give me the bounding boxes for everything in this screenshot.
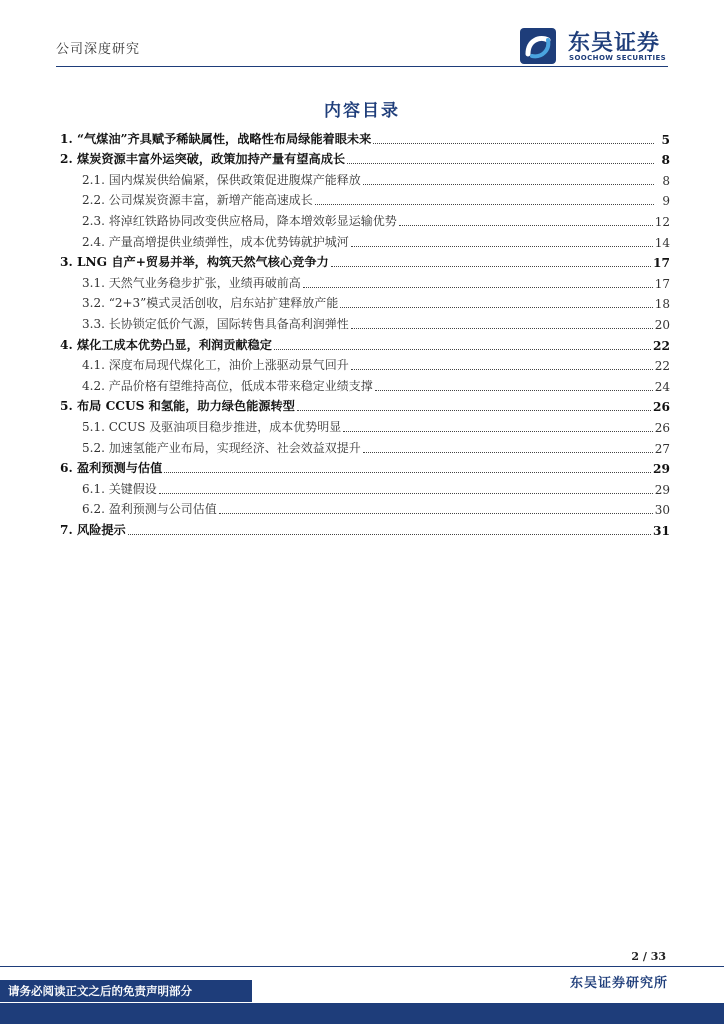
toc-entry-title: 2.2. 公司煤炭资源丰富，新增产能高速成长: [82, 193, 313, 208]
page-number: 2 / 33: [631, 950, 666, 963]
toc-leader-dots: [351, 327, 653, 329]
toc-section-link[interactable]: [60, 332, 670, 353]
toc-entry-title: 1. “气煤油”齐具赋予稀缺属性，战略性布局绿能着眼未来: [60, 131, 372, 146]
toc-entry-title: 6. 盈利预测与估值: [60, 461, 163, 476]
header-divider: [56, 66, 668, 67]
toc-entry-page: 30: [654, 503, 670, 518]
toc-leader-dots: [363, 451, 653, 453]
toc-leader-dots: [331, 265, 651, 267]
toc-subsection-link[interactable]: [60, 373, 670, 394]
toc-entry-page: 22: [654, 359, 670, 374]
toc-entry-title: 5. 布局 CCUS 和氢能，助力绿色能源转型: [60, 399, 295, 414]
toc-entry-title: 5.1. CCUS 及驱油项目稳步推进，成本优势明显: [82, 419, 342, 434]
toc-entry-page: 24: [654, 379, 670, 394]
toc-entry-page: 31: [653, 523, 670, 538]
toc-subsection-link[interactable]: [60, 208, 670, 229]
toc-leader-dots: [297, 409, 651, 411]
toc-entry-title: 4. 煤化工成本优势凸显，利润贡献稳定: [60, 337, 272, 352]
toc-subsection-link[interactable]: [60, 476, 670, 497]
toc-leader-dots: [351, 368, 653, 370]
toc-entry-page: 29: [654, 482, 670, 497]
toc-subsection-link[interactable]: [60, 311, 670, 332]
company-logo: [520, 26, 680, 66]
toc-title: 内容目录: [324, 101, 400, 121]
disclaimer-banner: [0, 980, 252, 1002]
toc-leader-dots: [219, 512, 653, 514]
toc-entry-title: 2.1. 国内煤炭供给偏紧，保供政策促进腹煤产能释放: [82, 172, 361, 187]
soochow-logo-icon: [520, 26, 564, 66]
toc-leader-dots: [303, 286, 653, 288]
toc-section-link[interactable]: [60, 456, 670, 477]
toc-leader-dots: [128, 533, 651, 535]
footer-divider: [0, 966, 724, 967]
toc-entry-page: 26: [654, 420, 670, 435]
toc-leader-dots: [373, 142, 654, 144]
toc-entry-page: 9: [662, 194, 670, 209]
toc-entry-title: 3.1. 天然气业务稳步扩张，业绩再破前高: [82, 275, 301, 290]
toc-subsection-link[interactable]: [60, 229, 670, 250]
toc-entry-title: 6.1. 关键假设: [82, 481, 157, 496]
toc-entry-title: 4.1. 深度布局现代煤化工，油价上涨驱动景气回升: [82, 358, 349, 373]
toc-entry-title: 4.2. 产品价格有望维持高位，低成本带来稳定业绩支撑: [82, 378, 373, 393]
toc-entry-title: 5.2. 加速氢能产业布局，实现经济、社会效益双提升: [82, 440, 361, 455]
table-of-contents: [60, 126, 670, 538]
toc-entry-title: 3.2. “2+3”模式灵活创收，启东站扩建释放产能: [82, 296, 339, 311]
toc-entry-page: 18: [654, 297, 670, 312]
toc-leader-dots: [340, 306, 652, 308]
toc-entry-title: 2.3. 将淖红铁路协同改变供应格局，降本增效彰显运输优势: [82, 213, 397, 228]
toc-subsection-link[interactable]: [60, 167, 670, 188]
toc-leader-dots: [274, 348, 651, 350]
toc-entry-title: 3. LNG 自产+贸易并举，构筑天然气核心竞争力: [60, 255, 329, 270]
toc-section-link[interactable]: [60, 250, 670, 271]
report-category: 公司深度研究: [56, 42, 141, 57]
toc-subsection-link[interactable]: [60, 353, 670, 374]
toc-entry-title: 6.2. 盈利预测与公司估值: [82, 502, 217, 517]
logo-chinese-name: 东吴证券: [568, 31, 661, 56]
toc-entry-page: 29: [653, 462, 670, 477]
toc-entry-page: 17: [653, 256, 670, 271]
toc-subsection-link[interactable]: [60, 188, 670, 209]
toc-entry-page: 22: [653, 338, 670, 353]
toc-leader-dots: [164, 471, 651, 473]
toc-leader-dots: [399, 224, 653, 226]
toc-entry-page: 17: [654, 276, 670, 291]
toc-leader-dots: [347, 162, 654, 164]
toc-leader-dots: [343, 430, 652, 432]
toc-entry-page: 14: [654, 235, 670, 250]
bottom-brand-bar: [0, 1003, 724, 1024]
toc-entry-page: 8: [661, 153, 670, 168]
toc-subsection-link[interactable]: [60, 414, 670, 435]
toc-leader-dots: [351, 245, 653, 247]
toc-section-link[interactable]: [60, 517, 670, 538]
toc-entry-page: 5: [661, 132, 670, 147]
research-institute-name: 东吴证券研究所: [569, 976, 668, 991]
toc-entry-title: 2.4. 产量高增提供业绩弹性，成本优势铸就护城河: [82, 234, 349, 249]
toc-entry-page: 12: [654, 214, 670, 229]
toc-entry-title: 3.3. 长协锁定低价气源，国际转售具备高利润弹性: [82, 316, 349, 331]
toc-subsection-link[interactable]: [60, 435, 670, 456]
logo-english-name: SOOCHOW SECURITIES: [569, 54, 667, 62]
toc-leader-dots: [375, 389, 653, 391]
toc-subsection-link[interactable]: [60, 270, 670, 291]
toc-section-link[interactable]: [60, 394, 670, 415]
toc-section-link[interactable]: [60, 126, 670, 147]
toc-entry-page: 20: [654, 317, 670, 332]
toc-entry-title: 7. 风险提示: [60, 522, 126, 537]
toc-entry-page: 8: [662, 173, 670, 188]
toc-section-link[interactable]: [60, 147, 670, 168]
toc-leader-dots: [159, 492, 653, 494]
toc-leader-dots: [363, 183, 654, 185]
toc-entry-page: 27: [654, 441, 670, 456]
toc-subsection-link[interactable]: [60, 497, 670, 518]
toc-subsection-link[interactable]: [60, 291, 670, 312]
toc-leader-dots: [315, 203, 654, 205]
toc-entry-page: 26: [653, 400, 670, 415]
disclaimer-text: 请务必阅读正文之后的免责声明部分: [8, 984, 192, 998]
toc-entry-title: 2. 煤炭资源丰富外运突破，政策加持产量有望高成长: [60, 152, 346, 167]
